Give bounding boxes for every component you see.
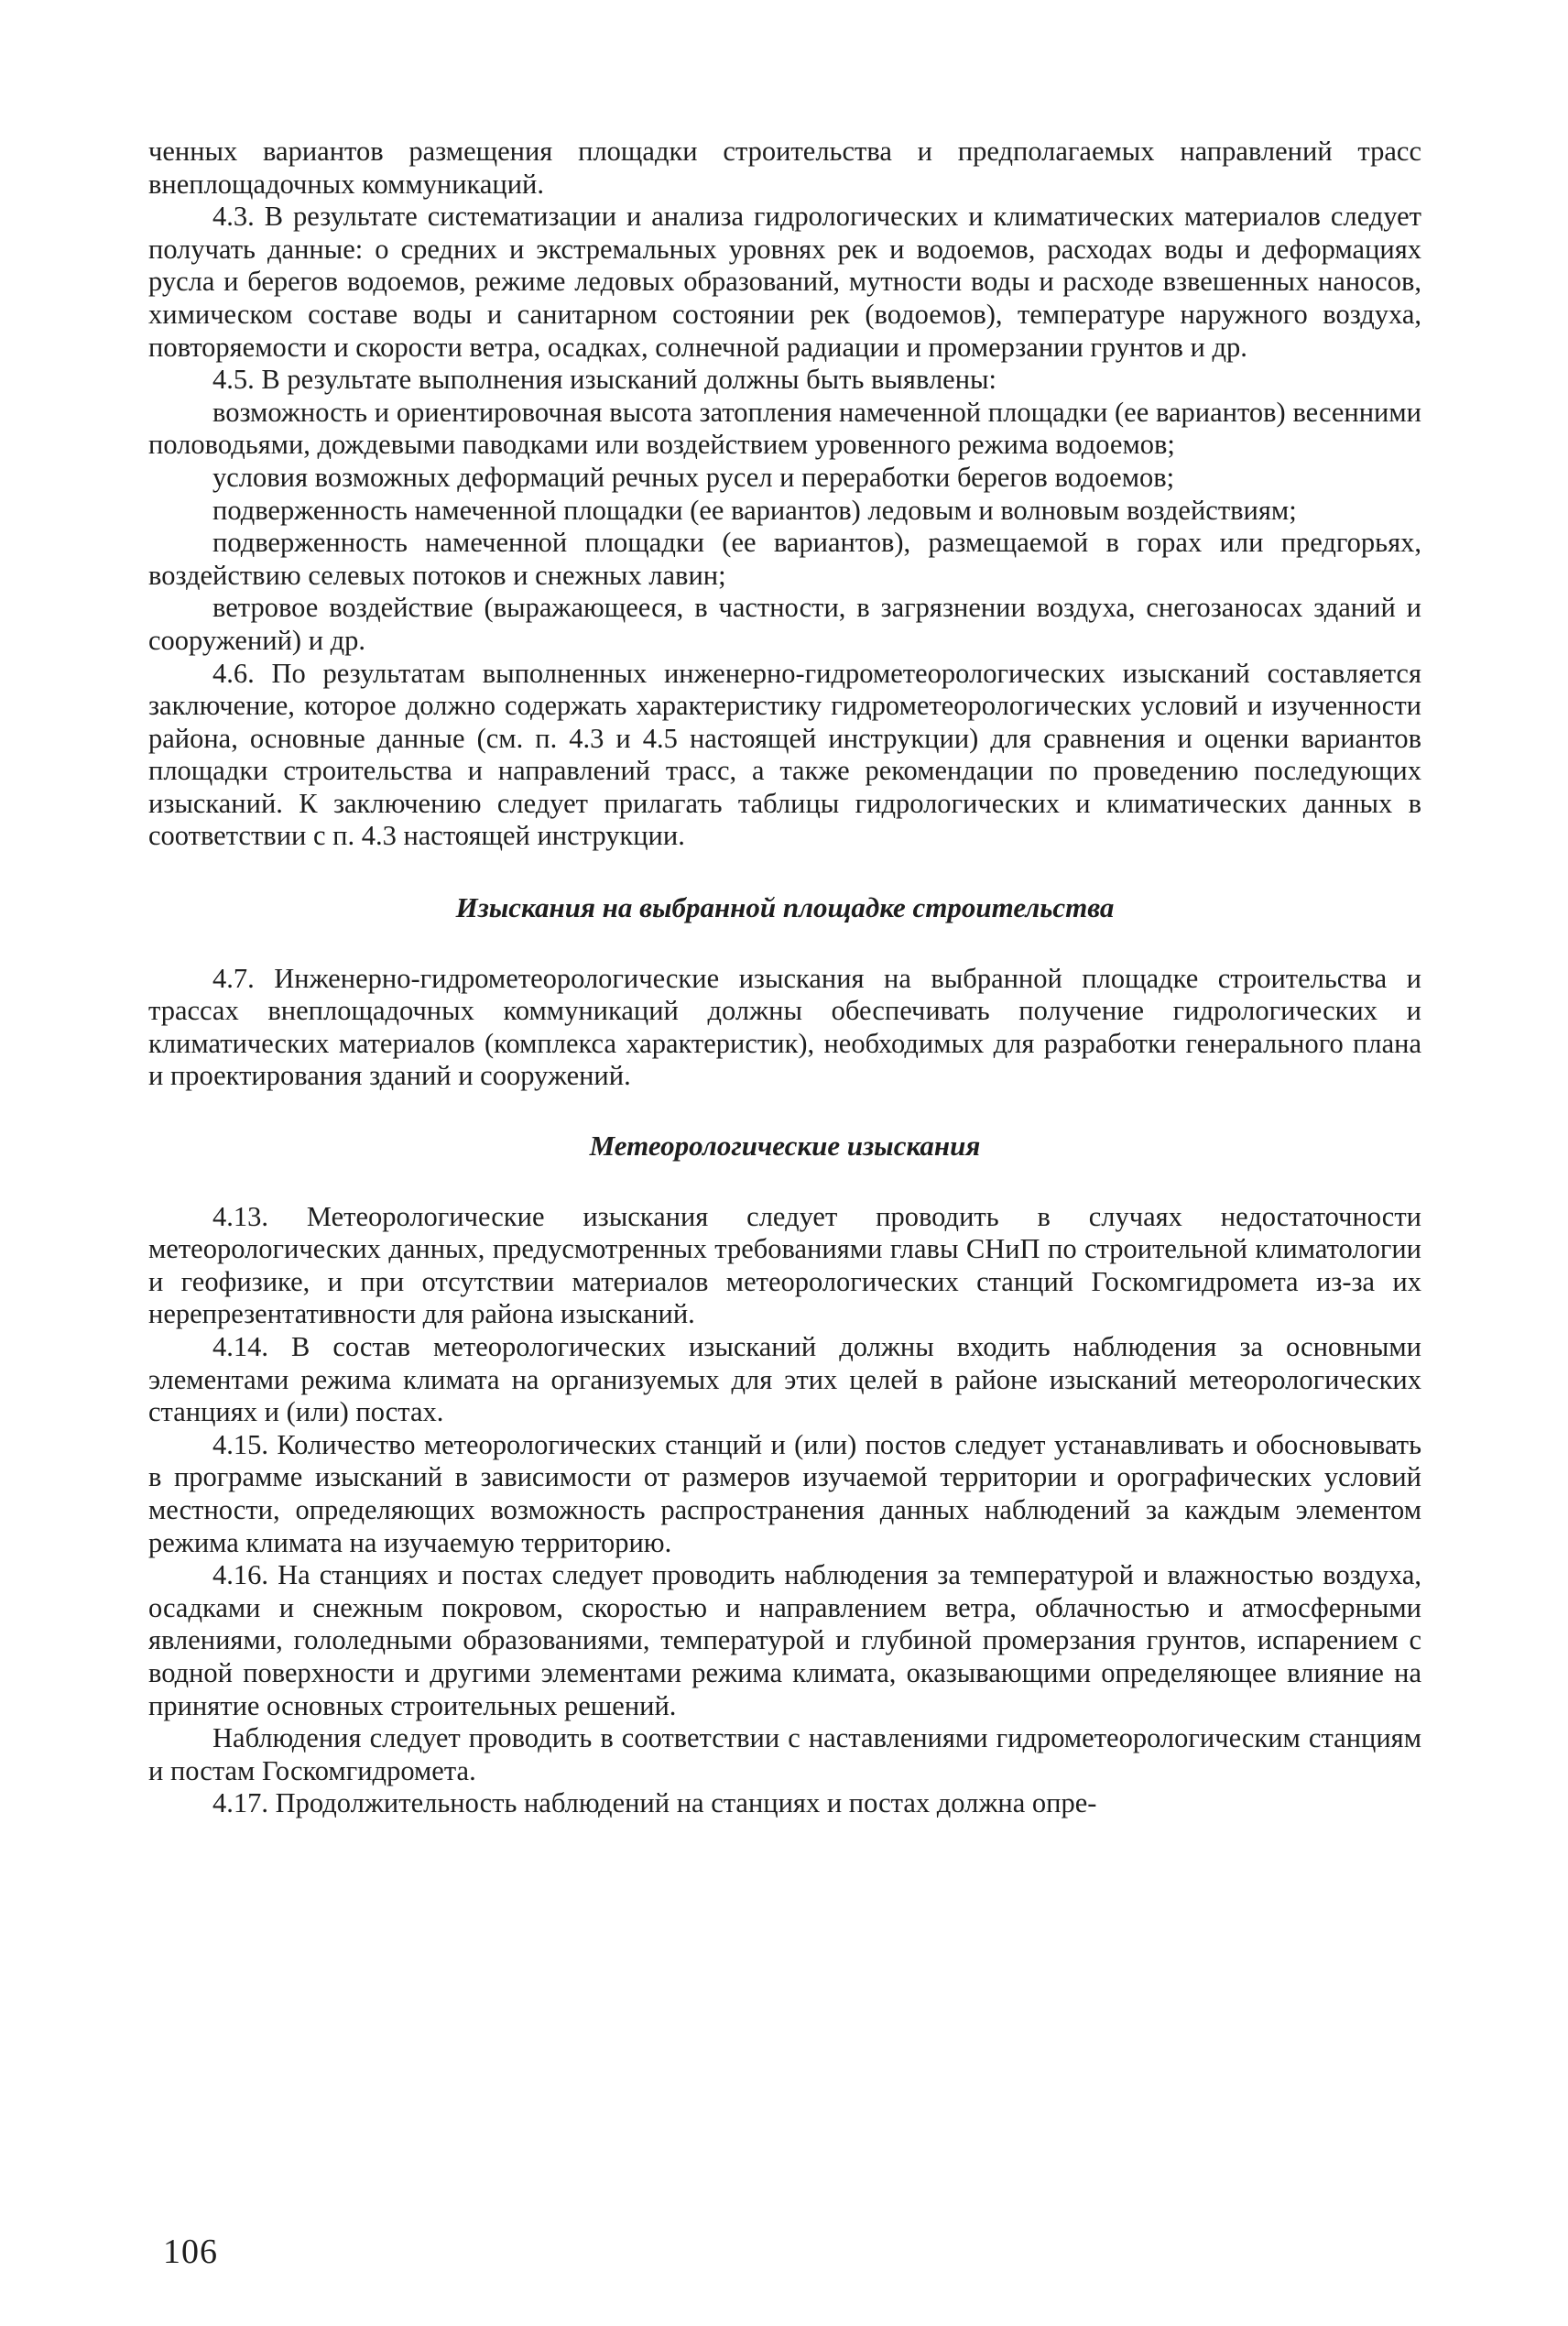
paragraph-4-3: 4.3. В результате систематизации и анализа гидрологических и климатических материалов следует получать данные: о средних и экстремальных уровнях рек и водоемов, расходах воды и деформациях русла и берегов водоемов, режиме ледовых образований, мутности воды и расходе взвешенных наносов, химическом составе воды и санитарном состоянии рек (водоемов), температуре наружного воздуха, повторяемости и скорости ветра, осадках, солнечной радиации и промерзании грунтов и др. [148, 201, 1421, 363]
list-item-ice-wave: подверженность намеченной площадки (ее вариантов) ледовым и волновым воздействиям; [212, 494, 1297, 526]
document-page [148, 136, 1421, 1820]
list-item-wind: ветровое воздействие (выражающееся, в частности, в загрязнении воздуха, снегозаносах зданий и сооружений) и др. [148, 592, 1421, 656]
paragraph-4-13: 4.13. Метеорологические изыскания следует проводить в случаях недостаточности метеорологических данных, предусмотренных требованиями главы СНиП по строительной климатологии и геофизике, и при отсутствии материалов метеорологических станций Госкомгидромета из-за их нерепрезентативности для района изысканий. [148, 1200, 1421, 1330]
section-heading-site-surveys: Изыскания на выбранной площадке строительства [455, 891, 1115, 924]
paragraph-4-14: 4.14. В состав метеорологических изысканий должны входить наблюдения за основными элементами режима климата на организуемых для этих целей в районе изысканий метеорологических станциях и (или) постах. [148, 1331, 1421, 1428]
paragraph-4-16: 4.16. На станциях и постах следует проводить наблюдения за температурой и влажностью воздуха, осадками и снежным покровом, скоростью и направлением ветра, облачностью и атмосферными явлениями, гололедными образованиями, температурой и глубиной промерзания грунтов, испарением с водной поверхности и другими элементами режима климата, оказывающими определяющее влияние на принятие основных строительных решений. [148, 1559, 1421, 1721]
list-item-mudflow: подверженность намеченной площадки (ее вариантов), размещаемой в горах или предгорьях, воздействию селевых потоков и снежных лавин; [148, 527, 1421, 591]
paragraph-4-16-observations: Наблюдения следует проводить в соответствии с наставлениями гидрометеорологическим станциям и постам Госкомгидромета. [148, 1722, 1421, 1786]
list-item-deformation: условия возможных деформаций речных русел и переработки берегов водоемов; [212, 461, 1175, 493]
paragraph-4-5: 4.5. В результате выполнения изысканий должны быть выявлены: [212, 364, 996, 396]
paragraph-4-6: 4.6. По результатам выполненных инженерно-гидрометеорологических изысканий составляется заключение, которое должно содержать характеристику гидрометеорологических условий и изученности района, основные данные (см. п. 4.3 и 4.5 настоящей инструкции) для сравнения и оценки вариантов площадки строительства и направлений трасс, а также рекомендации по проведению последующих изысканий. К заключению следует прилагать таблицы гидрологических и климатических данных в соответствии с п. 4.3 настоящей инструкции. [148, 657, 1421, 852]
paragraph-4-17: 4.17. Продолжительность наблюдений на станциях и постах должна опре- [212, 1787, 1097, 1819]
paragraph-continuation: ченных вариантов размещения площадки строительства и предполагаемых направлений трасс внеплощадочных коммуникаций. [148, 136, 1421, 200]
list-item-flooding: возможность и ориентировочная высота затопления намеченной площадки (ее вариантов) весенними половодьями, дождевыми паводками или воздействием уровенного режима водоемов; [148, 396, 1421, 461]
page-number: 106 [163, 2233, 218, 2271]
paragraph-4-7: 4.7. Инженерно-гидрометеорологические изыскания на выбранной площадке строительства и трассах внеплощадочных коммуникаций должны обеспечивать получение гидрологических и климатических материалов (комплекса характеристик), необходимых для разработки генерального плана и проектирования зданий и сооружений. [148, 962, 1421, 1092]
section-heading-meteorological-surveys: Метеорологические изыскания [589, 1130, 981, 1163]
paragraph-4-15: 4.15. Количество метеорологических станций и (или) постов следует устанавливать и обосновывать в программе изысканий в зависимости от размеров изучаемой территории и орографических условий местности, определяющих возможность распространения данных наблюдений за каждым элементом режима климата на изучаемую территорию. [148, 1428, 1421, 1558]
